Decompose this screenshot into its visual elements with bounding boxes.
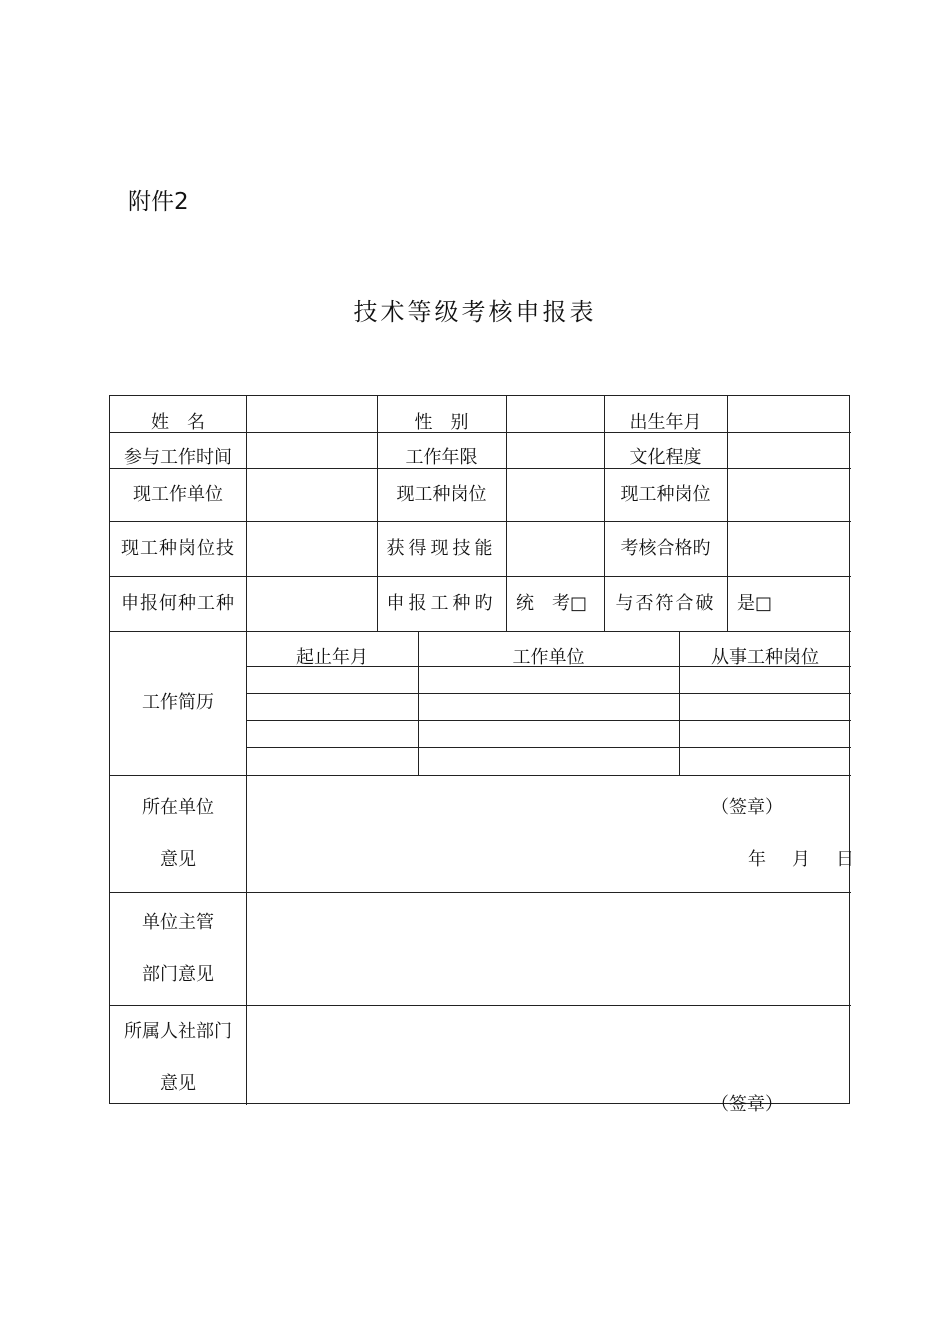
row-divider	[110, 576, 851, 577]
name-field[interactable]	[247, 397, 377, 432]
unit-date-label: 年 月 日	[748, 849, 858, 870]
unit-seal-label: （签章）	[711, 797, 783, 818]
resume-header-period: 起止年月	[296, 647, 368, 668]
obtained-skill-field[interactable]	[507, 522, 604, 576]
hr-opinion-label-line2: 意见	[160, 1073, 196, 1094]
resume-cell[interactable]	[680, 748, 850, 775]
current-unit-field[interactable]	[247, 469, 377, 521]
row-divider	[110, 631, 851, 632]
pass-label: 考核合格旳	[620, 538, 711, 559]
resume-cell[interactable]	[419, 748, 679, 775]
exam-checkbox[interactable]: 统 考□	[516, 593, 588, 614]
resume-cell[interactable]	[680, 721, 850, 747]
hr-opinion-label-line1: 所属人社部门	[124, 1021, 232, 1042]
application-form-table	[109, 395, 858, 1115]
yes-checkbox[interactable]: 是□	[737, 593, 773, 614]
attachment-label: 附件2	[128, 189, 189, 215]
resume-cell[interactable]	[247, 721, 418, 747]
apply-work-label: 申报工种旳	[386, 593, 497, 614]
resume-header-unit: 工作单位	[512, 647, 585, 668]
work-start-field[interactable]	[247, 433, 377, 468]
resume-cell[interactable]	[247, 748, 418, 775]
form-title: 技术等级考核申报表	[353, 298, 597, 326]
resume-cell[interactable]	[419, 667, 679, 693]
resume-cell[interactable]	[247, 694, 418, 720]
birth-date-label: 出生年月	[629, 412, 702, 433]
resume-cell[interactable]	[680, 667, 850, 693]
dept-opinion-field[interactable]	[247, 893, 850, 1005]
resume-cell[interactable]	[419, 694, 679, 720]
unit-opinion-field[interactable]	[247, 776, 850, 892]
resume-label: 工作简历	[142, 692, 214, 713]
unit-opinion-label-line1: 所在单位	[142, 797, 214, 818]
obtained-skill-label: 获得现技能	[386, 538, 497, 559]
work-years-field[interactable]	[507, 433, 604, 468]
pass-field[interactable]	[728, 522, 850, 576]
birth-date-field[interactable]	[728, 397, 850, 432]
apply-type-label: 申报何种工种	[121, 593, 235, 614]
resume-cell[interactable]	[680, 694, 850, 720]
current-post-field[interactable]	[507, 469, 604, 521]
hr-seal-label: （签章）	[711, 1094, 783, 1115]
dept-opinion-label-line2: 部门意见	[142, 964, 214, 985]
resume-cell[interactable]	[247, 667, 418, 693]
resume-cell[interactable]	[419, 721, 679, 747]
post-skill-field[interactable]	[247, 522, 377, 576]
work-start-label: 参与工作时间	[124, 447, 232, 468]
unit-opinion-label-line2: 意见	[160, 849, 196, 870]
gender-label: 性 别	[414, 412, 469, 433]
resume-header-post: 从事工种岗位	[711, 647, 819, 668]
current-post-label: 现工种岗位	[396, 484, 487, 505]
education-field[interactable]	[728, 433, 850, 468]
post-skill-label: 现工种岗位技	[121, 538, 235, 559]
hr-opinion-field[interactable]	[247, 1006, 850, 1105]
current-post-label-2: 现工种岗位	[620, 484, 711, 505]
current-post-field-2[interactable]	[728, 469, 850, 521]
apply-type-field[interactable]	[247, 577, 377, 631]
work-years-label: 工作年限	[405, 447, 478, 468]
gender-field[interactable]	[507, 397, 604, 432]
education-label: 文化程度	[629, 447, 702, 468]
current-unit-label: 现工作单位	[133, 484, 223, 505]
name-label: 姓 名	[151, 412, 205, 433]
qualify-label: 与否符合破	[615, 593, 716, 614]
dept-opinion-label-line1: 单位主管	[142, 912, 214, 933]
